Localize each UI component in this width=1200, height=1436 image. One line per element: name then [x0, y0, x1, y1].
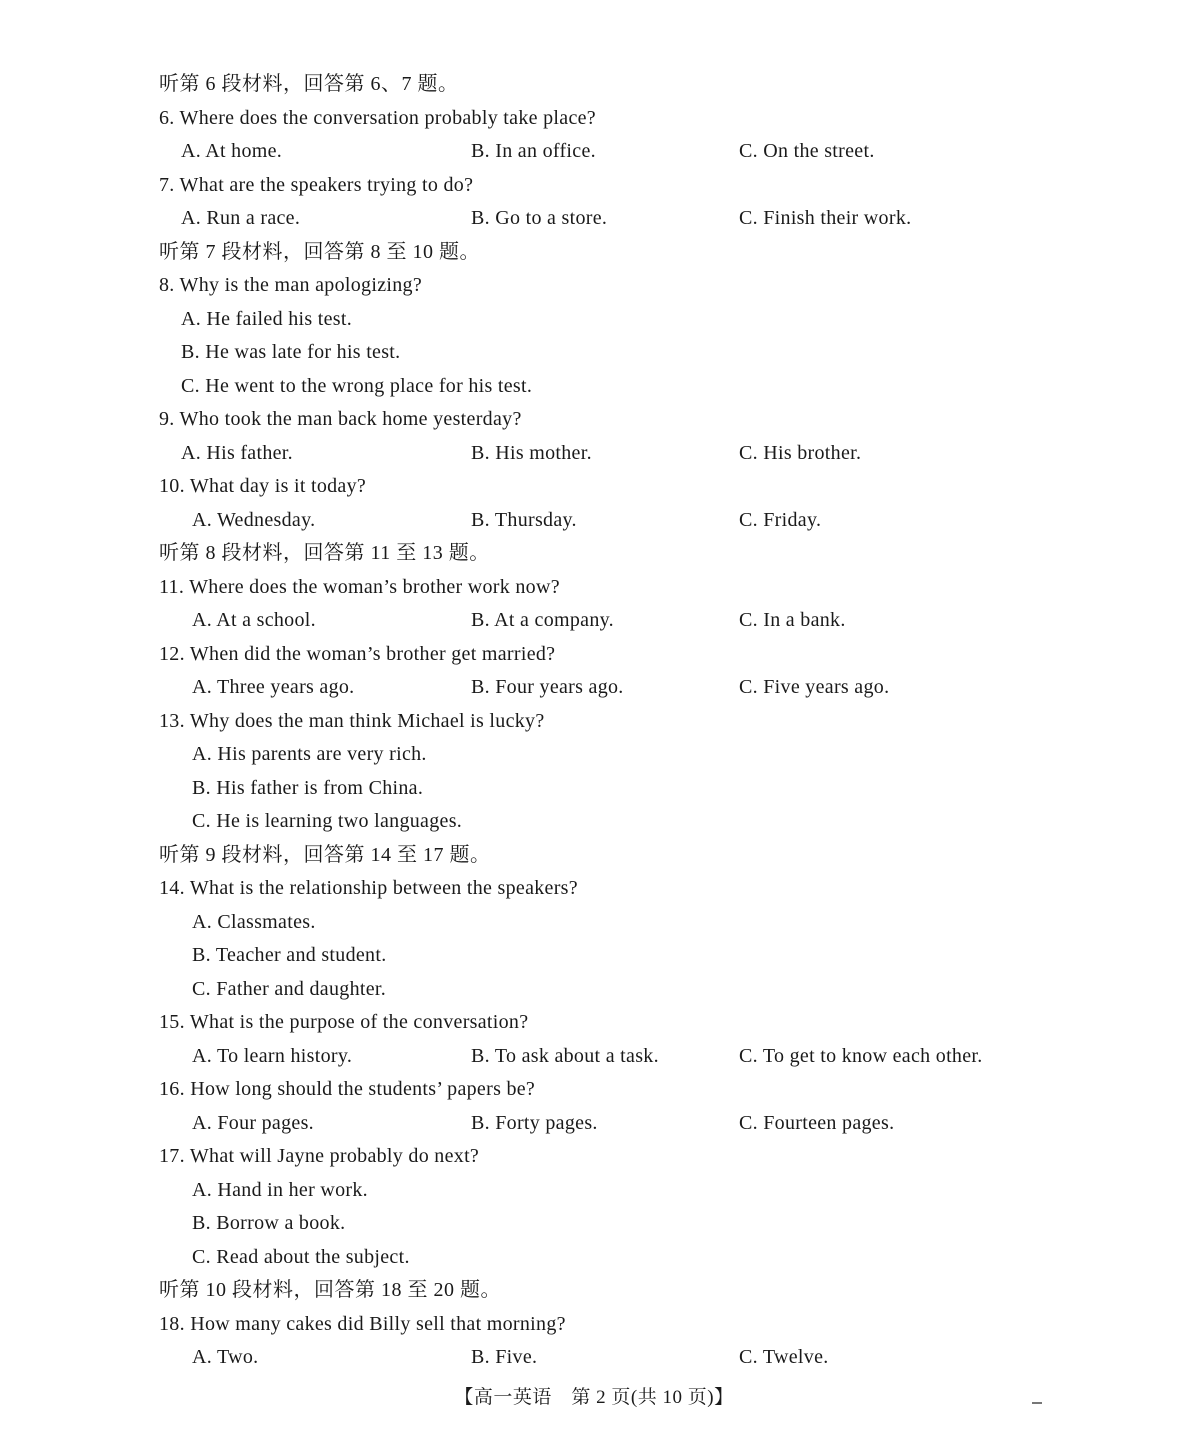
section-instruction: 听第 7 段材料，回答第 8 至 10 题。 — [159, 240, 480, 263]
corner-mark — [1032, 1402, 1042, 1404]
option-15-a[interactable]: A. To learn history. — [192, 1044, 353, 1067]
option-13-b[interactable]: B. His father is from China. — [192, 776, 424, 799]
options-row — [159, 437, 1059, 471]
options-row — [159, 1107, 1059, 1141]
option-6-b[interactable]: B. In an office. — [471, 140, 596, 162]
options-row — [159, 1341, 1059, 1375]
section-instruction: 听第 9 段材料，回答第 14 至 17 题。 — [159, 843, 491, 866]
question-11: 11. Where does the woman’s brother work now? — [159, 575, 560, 598]
option-9-b[interactable]: B. His mother. — [471, 441, 592, 464]
option-7-a[interactable]: A. Run a race. — [181, 207, 301, 229]
option-14-a[interactable]: A. Classmates. — [192, 910, 316, 933]
option-9-a[interactable]: A. His father. — [181, 441, 293, 464]
option-13-c[interactable]: C. He is learning two languages. — [192, 810, 463, 832]
option-17-b[interactable]: B. Borrow a book. — [192, 1212, 346, 1234]
option-11-b[interactable]: B. At a company. — [471, 609, 614, 631]
section-instruction: 听第 8 段材料，回答第 11 至 13 题。 — [159, 542, 490, 564]
option-10-c[interactable]: C. Friday. — [739, 508, 822, 531]
option-16-c[interactable]: C. Fourteen pages. — [739, 1111, 895, 1134]
question-8: 8. Why is the man apologizing? — [159, 274, 423, 296]
question-7: 7. What are the speakers trying to do? — [159, 173, 474, 196]
question-13: 13. Why does the man think Michael is lucky? — [159, 709, 545, 732]
option-17-a[interactable]: A. Hand in her work. — [192, 1178, 368, 1201]
option-15-b[interactable]: B. To ask about a task. — [471, 1044, 659, 1067]
option-8-c[interactable]: C. He went to the wrong place for his test. — [181, 374, 533, 397]
option-6-a[interactable]: A. At home. — [181, 140, 283, 162]
option-10-a[interactable]: A. Wednesday. — [192, 508, 316, 531]
option-8-b[interactable]: B. He was late for his test. — [181, 341, 401, 363]
question-16: 16. How long should the students’ papers be? — [159, 1078, 536, 1100]
option-8-a[interactable]: A. He failed his test. — [181, 307, 353, 330]
option-16-b[interactable]: B. Forty pages. — [471, 1111, 598, 1134]
question-10: 10. What day is it today? — [159, 475, 367, 497]
option-10-b[interactable]: B. Thursday. — [471, 508, 577, 531]
option-13-a[interactable]: A. His parents are very rich. — [192, 743, 427, 765]
option-18-b[interactable]: B. Five. — [471, 1346, 538, 1368]
options-row — [159, 202, 1059, 236]
exam-content — [159, 68, 1059, 1375]
question-12: 12. When did the woman’s brother get married? — [159, 642, 556, 665]
option-18-a[interactable]: A. Two. — [192, 1346, 259, 1368]
footer-text: 【高一英语 第 2 页(共 10 页)】 — [454, 1387, 734, 1408]
option-7-b[interactable]: B. Go to a store. — [471, 207, 608, 229]
option-11-a[interactable]: A. At a school. — [192, 609, 316, 631]
question-18: 18. How many cakes did Billy sell that morning? — [159, 1312, 566, 1335]
section-instruction: 听第 10 段材料，回答第 18 至 20 题。 — [159, 1279, 501, 1301]
option-11-c[interactable]: C. In a bank. — [739, 609, 846, 631]
option-12-b[interactable]: B. Four years ago. — [471, 676, 624, 698]
option-14-c[interactable]: C. Father and daughter. — [192, 977, 387, 1000]
option-9-c[interactable]: C. His brother. — [739, 441, 862, 464]
option-7-c[interactable]: C. Finish their work. — [739, 207, 912, 229]
option-6-c[interactable]: C. On the street. — [739, 140, 875, 162]
question-15: 15. What is the purpose of the conversation? — [159, 1011, 529, 1033]
option-18-c[interactable]: C. Twelve. — [739, 1346, 829, 1368]
option-12-a[interactable]: A. Three years ago. — [192, 676, 355, 698]
option-17-c[interactable]: C. Read about the subject. — [192, 1245, 410, 1268]
question-6: 6. Where does the conversation probably take place? — [159, 106, 596, 129]
options-row — [159, 504, 1059, 538]
section-instruction: 听第 6 段材料，回答第 6、7 题。 — [159, 73, 459, 95]
question-14: 14. What is the relationship between the speakers? — [159, 877, 578, 899]
option-14-b[interactable]: B. Teacher and student. — [192, 944, 387, 966]
options-row — [159, 604, 1059, 638]
options-row — [159, 1040, 1059, 1074]
option-12-c[interactable]: C. Five years ago. — [739, 676, 890, 698]
options-row — [159, 671, 1059, 705]
question-17: 17. What will Jayne probably do next? — [159, 1145, 480, 1167]
options-row — [159, 135, 1059, 169]
question-9: 9. Who took the man back home yesterday? — [159, 408, 522, 430]
page-footer — [0, 1382, 1200, 1409]
option-16-a[interactable]: A. Four pages. — [192, 1111, 314, 1134]
option-15-c[interactable]: C. To get to know each other. — [739, 1044, 983, 1067]
